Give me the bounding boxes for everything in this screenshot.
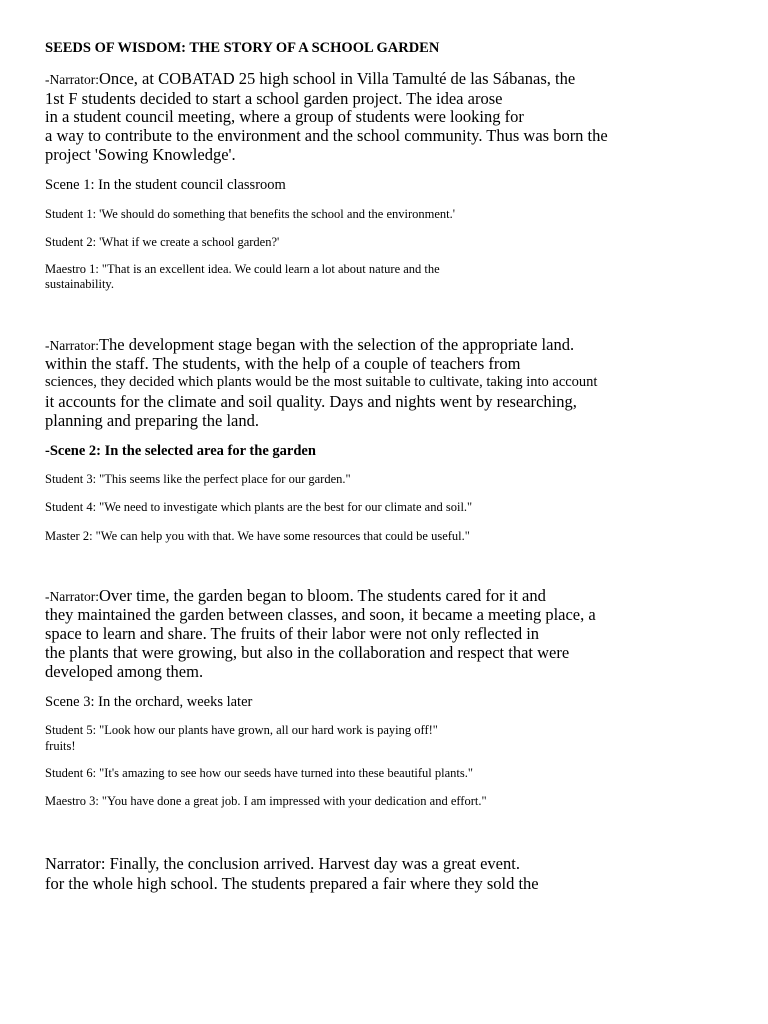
- narration-1-line-1: -Narrator:Once, at COBATAD 25 high school in Villa Tamulté de las Sábanas, the: [45, 69, 576, 88]
- scene-3-line: Student 5: "Look how our plants have grown, all our hard work is paying off!": [45, 723, 438, 737]
- narration-3-line-1: -Narrator:Over time, the garden began to bloom. The students cared for it and: [45, 586, 546, 605]
- scene-1-line: Student 2: 'What if we create a school garden?': [45, 235, 280, 249]
- scene-3-heading: Scene 3: In the orchard, weeks later: [45, 694, 253, 710]
- narrator-tag: -Narrator:: [45, 72, 99, 87]
- narration-2-line-3: sciences, they decided which plants would be the most suitable to cultivate, taking into account: [45, 374, 598, 390]
- narration-2-line-1: -Narrator:The development stage began with the selection of the appropriate land.: [45, 335, 575, 354]
- narration-4-line-1: Narrator: Finally, the conclusion arrived. Harvest day was a great event.: [45, 854, 520, 873]
- scene-2-line: Student 4: "We need to investigate which plants are the best for our climate and soil.": [45, 500, 473, 514]
- narrator-tag: -Narrator:: [45, 589, 99, 604]
- narration-3-line-5: developed among them.: [45, 662, 204, 681]
- narration-1-line-4: a way to contribute to the environment and the school community. Thus was born the: [45, 126, 608, 145]
- narration-4-line-2: for the whole high school. The students prepared a fair where they sold the: [45, 874, 539, 893]
- narration-1-line-2: 1st F students decided to start a school garden project. The idea arose: [45, 89, 503, 108]
- scene-2-heading: -Scene 2: In the selected area for the garden: [45, 443, 316, 459]
- scene-3-line: fruits!: [45, 739, 76, 753]
- narration-3-line-2: they maintained the garden between classes, and soon, it became a meeting place, a: [45, 605, 596, 624]
- scene-2-line: Master 2: "We can help you with that. We have some resources that could be useful.": [45, 529, 470, 543]
- narration-3-line-4: the plants that were growing, but also in the collaboration and respect that were: [45, 643, 570, 662]
- scene-3-line: Student 6: "It's amazing to see how our seeds have turned into these beautiful plants.": [45, 766, 473, 780]
- narrator-tag: -Narrator:: [45, 338, 99, 353]
- document-title: SEEDS OF WISDOM: THE STORY OF A SCHOOL GARDEN: [45, 40, 440, 56]
- scene-1-line: Maestro 1: "That is an excellent idea. We could learn a lot about nature and the: [45, 262, 440, 276]
- scene-1-heading: Scene 1: In the student council classroom: [45, 177, 286, 193]
- narration-1-line-5: project 'Sowing Knowledge'.: [45, 145, 236, 164]
- scene-2-line: Student 3: "This seems like the perfect place for our garden.": [45, 472, 351, 486]
- narration-2-line-2: within the staff. The students, with the help of a couple of teachers from: [45, 354, 521, 373]
- scene-1-line: sustainability.: [45, 277, 114, 291]
- narration-1-line-3: in a student council meeting, where a group of students were looking for: [45, 107, 524, 126]
- scene-3-line: Maestro 3: "You have done a great job. I am impressed with your dedication and effort.": [45, 794, 487, 808]
- narration-3-line-3: space to learn and share. The fruits of their labor were not only reflected in: [45, 624, 540, 643]
- scene-1-line: Student 1: 'We should do something that benefits the school and the environment.': [45, 207, 456, 221]
- narration-2-line-5: planning and preparing the land.: [45, 411, 259, 430]
- narration-2-line-4: it accounts for the climate and soil quality. Days and nights went by researching,: [45, 392, 577, 411]
